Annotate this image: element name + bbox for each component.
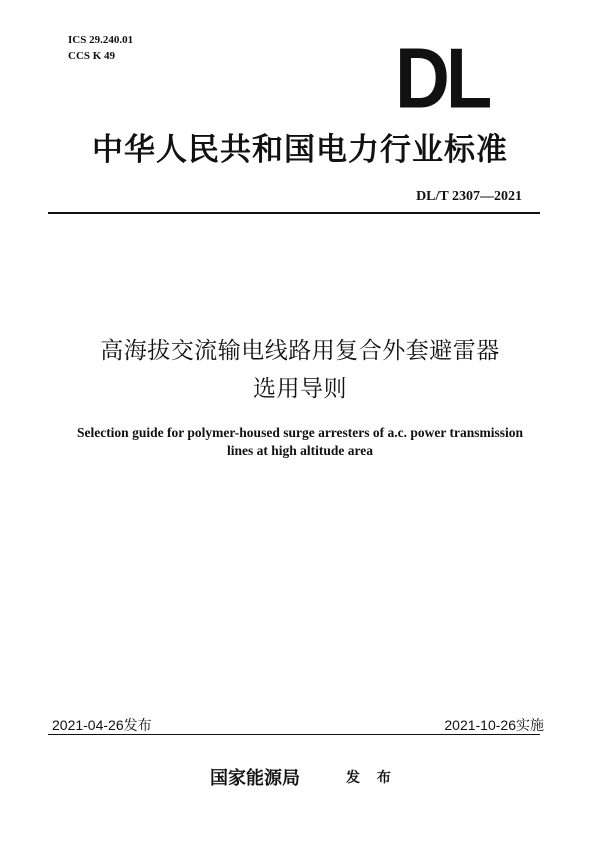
issuing-authority: 国家能源局 [210,768,300,789]
implementation-date: 2021-10-26实施 [444,717,544,733]
standard-organization-title: 中华人民共和国电力行业标准 [92,132,508,168]
standard-code: DL/T 2307—2021 [416,189,522,204]
footer-divider [48,734,540,735]
issue-date: 2021-04-26发布 [52,717,152,733]
issue-label: 发 布 [346,770,397,786]
dl-logo: DL [395,31,489,127]
document-title-en-line1: Selection guide for polymer-housed surge arresters of a.c. power transmission [76,425,524,440]
document-title-zh-line1: 高海拔交流输电线路用复合外套避雷器 [100,338,500,364]
ccs-code: CCS K 49 [68,50,116,62]
document-title-zh-line2: 选用导则 [253,376,347,402]
header-divider [48,212,540,214]
document-title-en-line2: lines at high altitude area [226,443,373,458]
ics-code: ICS 29.240.01 [68,34,134,46]
